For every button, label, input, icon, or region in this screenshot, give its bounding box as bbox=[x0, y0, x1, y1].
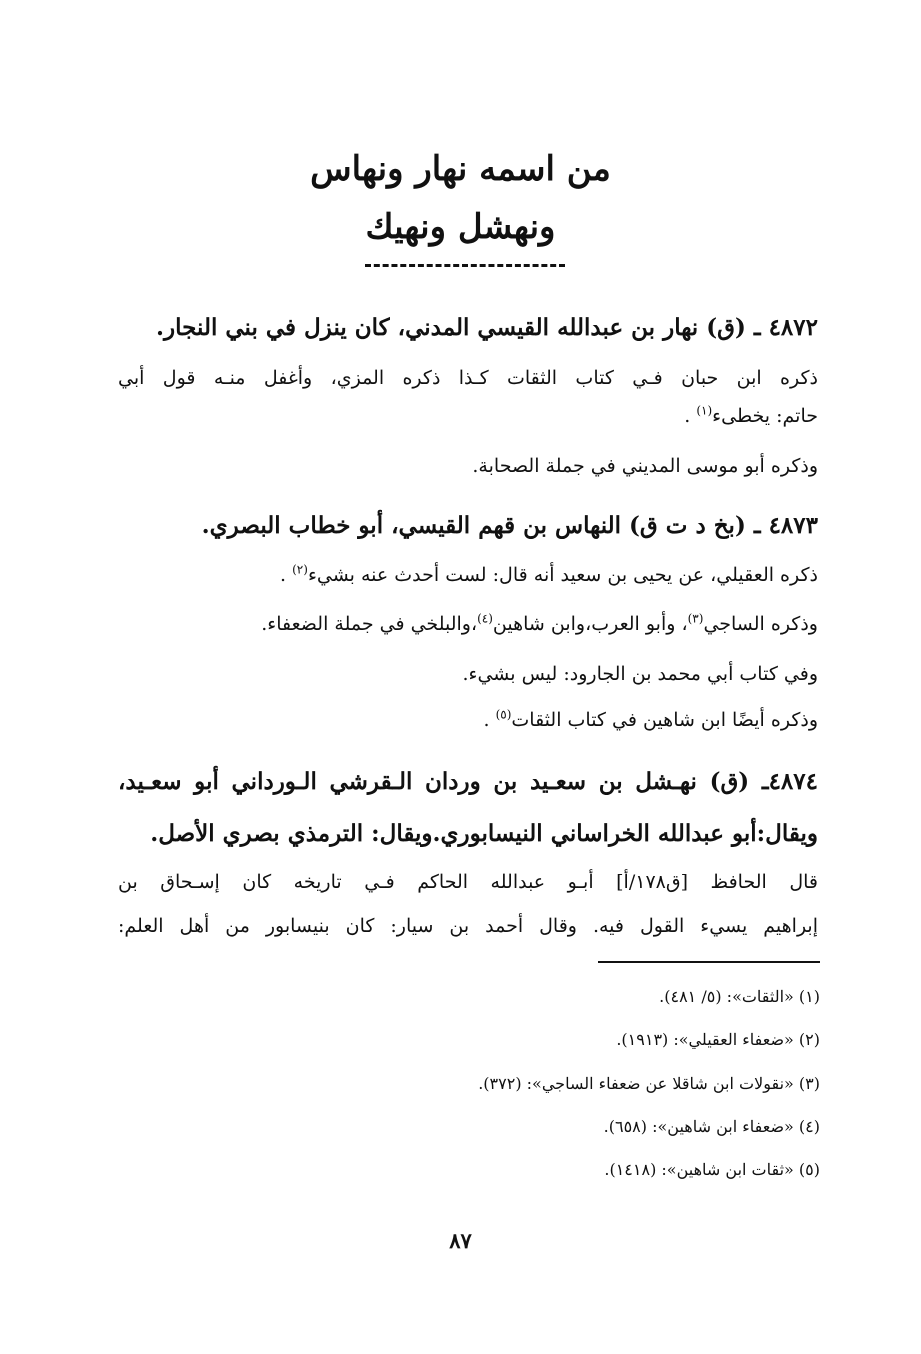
entry-4874-text-line-1: قال الحافظ [ق١٧٨/أ] أبـو عبدالله الحاكم فـي تاريخه كان إسـحاق بن bbox=[118, 871, 818, 893]
entry-4873-sajji: وذكره الساجي bbox=[703, 613, 818, 635]
title-underline bbox=[365, 264, 565, 267]
footnote-ref-1: (١) bbox=[696, 403, 713, 418]
footnote-2: (٢) «ضعفاء العقيلي»: (١٩١٣). bbox=[616, 1030, 820, 1049]
entry-4874-heading-line-2: ويقال:أبو عبدالله الخراساني النيسابوري.ويقال: الترمذي بصري الأصل. bbox=[150, 820, 818, 847]
entry-4874-heading-line-1: ٤٨٧٤ـ (ق) نهـشل بن سعـيد بن وردان الـقرشي الـورداني أبو سعـيد، bbox=[118, 768, 818, 795]
footnote-ref-2: (٢) bbox=[292, 562, 308, 577]
entry-4872-heading: ٤٨٧٢ ـ (ق) نهار بن عبدالله القيسي المدني، كان ينزل في بني النجار. bbox=[156, 314, 818, 341]
entry-4873-text-line-4-text: وذكره أيضًا ابن شاهين في كتاب الثقات bbox=[511, 709, 818, 731]
entry-4872-text-line-1: ذكره ابن حبان فـي كتاب الثقات كـذا ذكره المزي، وأغفل منـه قول أبي bbox=[118, 367, 818, 389]
footnote-ref-4: (٤) bbox=[477, 611, 493, 626]
chapter-title-line-1: من اسمه نهار ونهاس bbox=[310, 149, 611, 189]
footnote-3: (٣) «نقولات ابن شاقلا عن ضعفاء الساجي»: (٣٧٢). bbox=[478, 1074, 820, 1093]
entry-4872-text-line-2-text: حاتم: يخطىء bbox=[712, 405, 818, 427]
sentence-end-dot: . bbox=[280, 564, 293, 586]
entry-4872-text-line-2 bbox=[118, 396, 818, 436]
entry-4873-balkhi: ،والبلخي في جملة الضعفاء. bbox=[261, 613, 478, 635]
footnote-ref-5: (٥) bbox=[495, 707, 512, 722]
footnote-1: (١) «الثقات»: (٥/ ٤٨١). bbox=[659, 987, 820, 1006]
entry-4872-text-line-3: وذكره أبو موسى المديني في جملة الصحابة. bbox=[472, 455, 818, 477]
footnote-separator bbox=[598, 961, 820, 963]
entry-4873-text-line-2 bbox=[118, 604, 818, 644]
sentence-end-dot: . bbox=[684, 405, 697, 427]
footnote-ref-3: (٣) bbox=[687, 611, 704, 626]
footnote-4: (٤) «ضعفاء ابن شاهين»: (٦٥٨). bbox=[603, 1117, 820, 1136]
chapter-title-line-2: ونهشل ونهيك bbox=[365, 207, 556, 247]
entry-4874-text-line-2: إبراهيم يسيء القول فيه. وقال أحمد بن سيار: كان بنيسابور من أهل العلم: bbox=[118, 915, 818, 937]
entry-4873-text-line-3: وفي كتاب أبي محمد بن الجارود: ليس بشيء. bbox=[462, 663, 818, 685]
entry-4873-heading: ٤٨٧٣ ـ (بخ د ت ق) النهاس بن قهم القيسي، أبو خطاب البصري. bbox=[201, 512, 818, 539]
entry-4873-text-line-4 bbox=[118, 700, 818, 740]
entry-4873-arab-shahin: ، وأبو العرب،وابن شاهين bbox=[492, 613, 688, 635]
sentence-end-dot: . bbox=[483, 709, 496, 731]
footnote-5: (٥) «ثقات ابن شاهين»: (١٤١٨). bbox=[604, 1160, 820, 1179]
page-number: ٨٧ bbox=[449, 1228, 472, 1253]
entry-4873-text-line-1 bbox=[118, 555, 818, 595]
entry-4873-text-line-1-text: ذكره العقيلي، عن يحيى بن سعيد أنه قال: لست أحدث عنه بشيء bbox=[307, 564, 818, 586]
